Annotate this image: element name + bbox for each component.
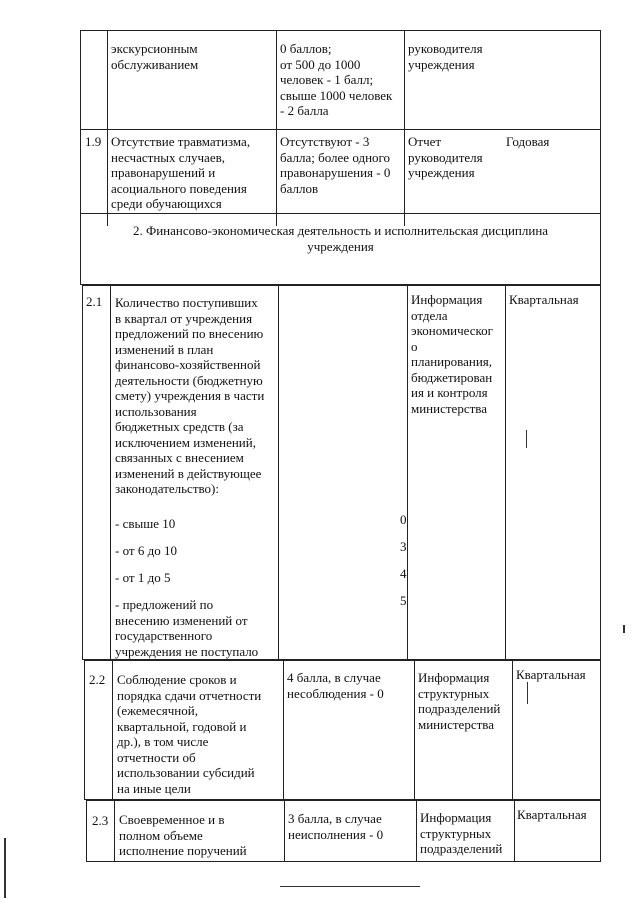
source-cell: Информация структурных подразделений министерства [418, 670, 501, 732]
frequency-cell: Квартальная [517, 807, 587, 822]
source-cell: руководителя учреждения [408, 41, 483, 72]
frequency-cell: Годовая [506, 134, 550, 149]
table-row-2-3 [86, 800, 601, 862]
source-cell: Информация отдела экономическог о планирования, бюджетирован ия и контроля министерства [411, 292, 494, 416]
row-number: 2.3 [92, 813, 109, 828]
criteria-cell: 4 балла, в случае несоблюдения - 0 [287, 670, 384, 701]
source-cell: Информация структурных подразделений [420, 810, 503, 856]
row-number: 2.1 [86, 294, 103, 309]
row-number: 1.9 [85, 134, 102, 149]
source-cell: Отчет руководителя учреждения [408, 134, 483, 180]
scan-mark [623, 625, 625, 633]
option-label: - от 6 до 10 [115, 543, 177, 558]
option-label: - свыше 10 [115, 516, 176, 531]
option-score: 5 [400, 593, 407, 608]
indicator-cell: Количество поступивших в квартал от учреждения предложений по внесению изменений в план финансово-хозяйственной деятельности (бюджетную смету) учреждения в части использования бюджетных средств (за исключением изменений, связанных с внесением изменений в действующее законодательство): [115, 295, 265, 496]
option-label: - от 1 до 5 [115, 570, 171, 585]
option-label: - предложений по внесению изменений от государственного учреждения не поступало [115, 597, 259, 659]
indicator-cell: Соблюдение сроков и порядка сдачи отчетности (ежемесячной, квартальной, годовой и др.), в том числе отчетности об использовании субсидий на иные цели [117, 672, 262, 796]
scan-mark [527, 682, 528, 704]
table-section-1 [80, 30, 601, 285]
row-number: 2.2 [89, 672, 106, 687]
criteria-cell: 3 балла, в случае неисполнения - 0 [288, 811, 384, 842]
option-score: 0 [400, 512, 407, 527]
indicator-cell: Своевременное и в полном объеме исполнение поручений [119, 812, 247, 858]
row-divider [81, 129, 600, 130]
indicator-cell: Отсутствие травматизма, несчастных случаев, правонарушений и асоциального поведения среди обучающихся [111, 134, 251, 211]
section-title: 2. Финансово-экономическая деятельность и исполнительская дисциплина учреждения [132, 223, 549, 254]
option-score: 3 [400, 539, 407, 554]
table-row-2-2 [84, 660, 601, 800]
indicator-cell: экскурсионным обслуживанием [111, 41, 199, 72]
table-row-2-1 [82, 285, 601, 660]
frequency-cell: Квартальная [509, 292, 579, 307]
row-divider [81, 213, 600, 214]
scan-mark [280, 886, 420, 887]
criteria-cell: 0 баллов; от 500 до 1000 человек - 1 балл; свыше 1000 человек - 2 балла [280, 41, 393, 118]
frequency-cell: Квартальная [516, 667, 586, 682]
scan-mark [4, 838, 6, 898]
criteria-cell: Отсутствуют - 3 балла; более одного правонарушения - 0 баллов [280, 134, 391, 196]
scan-mark [526, 430, 527, 448]
option-score: 4 [400, 566, 407, 581]
